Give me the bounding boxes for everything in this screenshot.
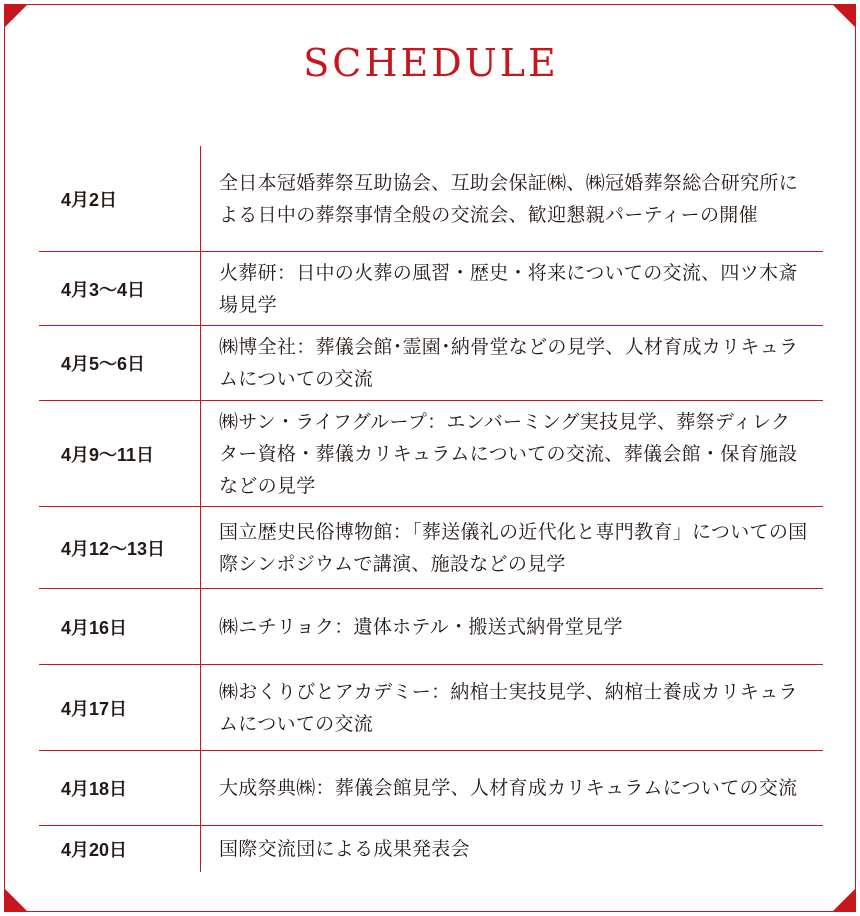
corner-decoration-bottom-left xyxy=(5,889,27,911)
schedule-date: 4月5～6日 xyxy=(39,326,201,400)
schedule-row xyxy=(39,507,823,589)
schedule-date: 4月17日 xyxy=(39,665,201,750)
schedule-description: 国立歴史民俗博物館：「葬送儀礼の近代化と専門教育」についての国際シンポジウムで講演、施設などの見学 xyxy=(219,520,808,575)
corner-decoration-bottom-right xyxy=(833,889,855,911)
schedule-row xyxy=(39,665,823,751)
schedule-row xyxy=(39,326,823,401)
schedule-date: 4月2日 xyxy=(39,146,201,251)
schedule-frame xyxy=(4,4,856,912)
schedule-description: ㈱ニチリョク：遺体ホテル・搬送式納骨堂見学 xyxy=(219,615,623,638)
schedule-date: 4月20日 xyxy=(39,826,201,872)
corner-decoration-top-right xyxy=(833,5,855,27)
schedule-description: 国際交流団による成果発表会 xyxy=(219,838,470,860)
schedule-description: 全日本冠婚葬祭互助協会、互助会保証㈱、㈱冠婚葬祭総合研究所による日中の葬祭事情全般の交流会、歓迎懇親パーティーの開催 xyxy=(219,171,799,226)
schedule-date: 4月16日 xyxy=(39,589,201,664)
schedule-description: 大成祭典㈱：葬儀会館見学、人材育成カリキュラムについての交流 xyxy=(219,777,798,799)
schedule-description: ㈱サン・ライフグループ：エンバーミング実技見学、葬祭ディレクター資格・葬儀カリキュラムについての交流、葬儀会館・保育施設などの見学 xyxy=(219,410,798,497)
schedule-table xyxy=(39,146,823,872)
schedule-description: ㈱おくりびとアカデミー：納棺士実技見学、納棺士養成カリキュラムについての交流 xyxy=(219,680,798,735)
schedule-row xyxy=(39,589,823,665)
schedule-description: 火葬研：日中の火葬の風習・歴史・将来についての交流、四ツ木斎場見学 xyxy=(219,261,798,316)
corner-decoration-top-left xyxy=(5,5,27,27)
schedule-row xyxy=(39,252,823,326)
schedule-date: 4月3～4日 xyxy=(39,252,201,325)
schedule-date: 4月12～13日 xyxy=(39,507,201,588)
page-title: SCHEDULE xyxy=(303,41,559,85)
schedule-row xyxy=(39,146,823,252)
schedule-row xyxy=(39,826,823,872)
schedule-date: 4月18日 xyxy=(39,751,201,825)
schedule-date: 4月9～11日 xyxy=(39,401,201,506)
schedule-row xyxy=(39,751,823,826)
schedule-description: ㈱博全社：葬儀会館･霊園･納骨堂などの見学、人材育成カリキュラムについての交流 xyxy=(219,336,799,390)
schedule-row xyxy=(39,401,823,507)
